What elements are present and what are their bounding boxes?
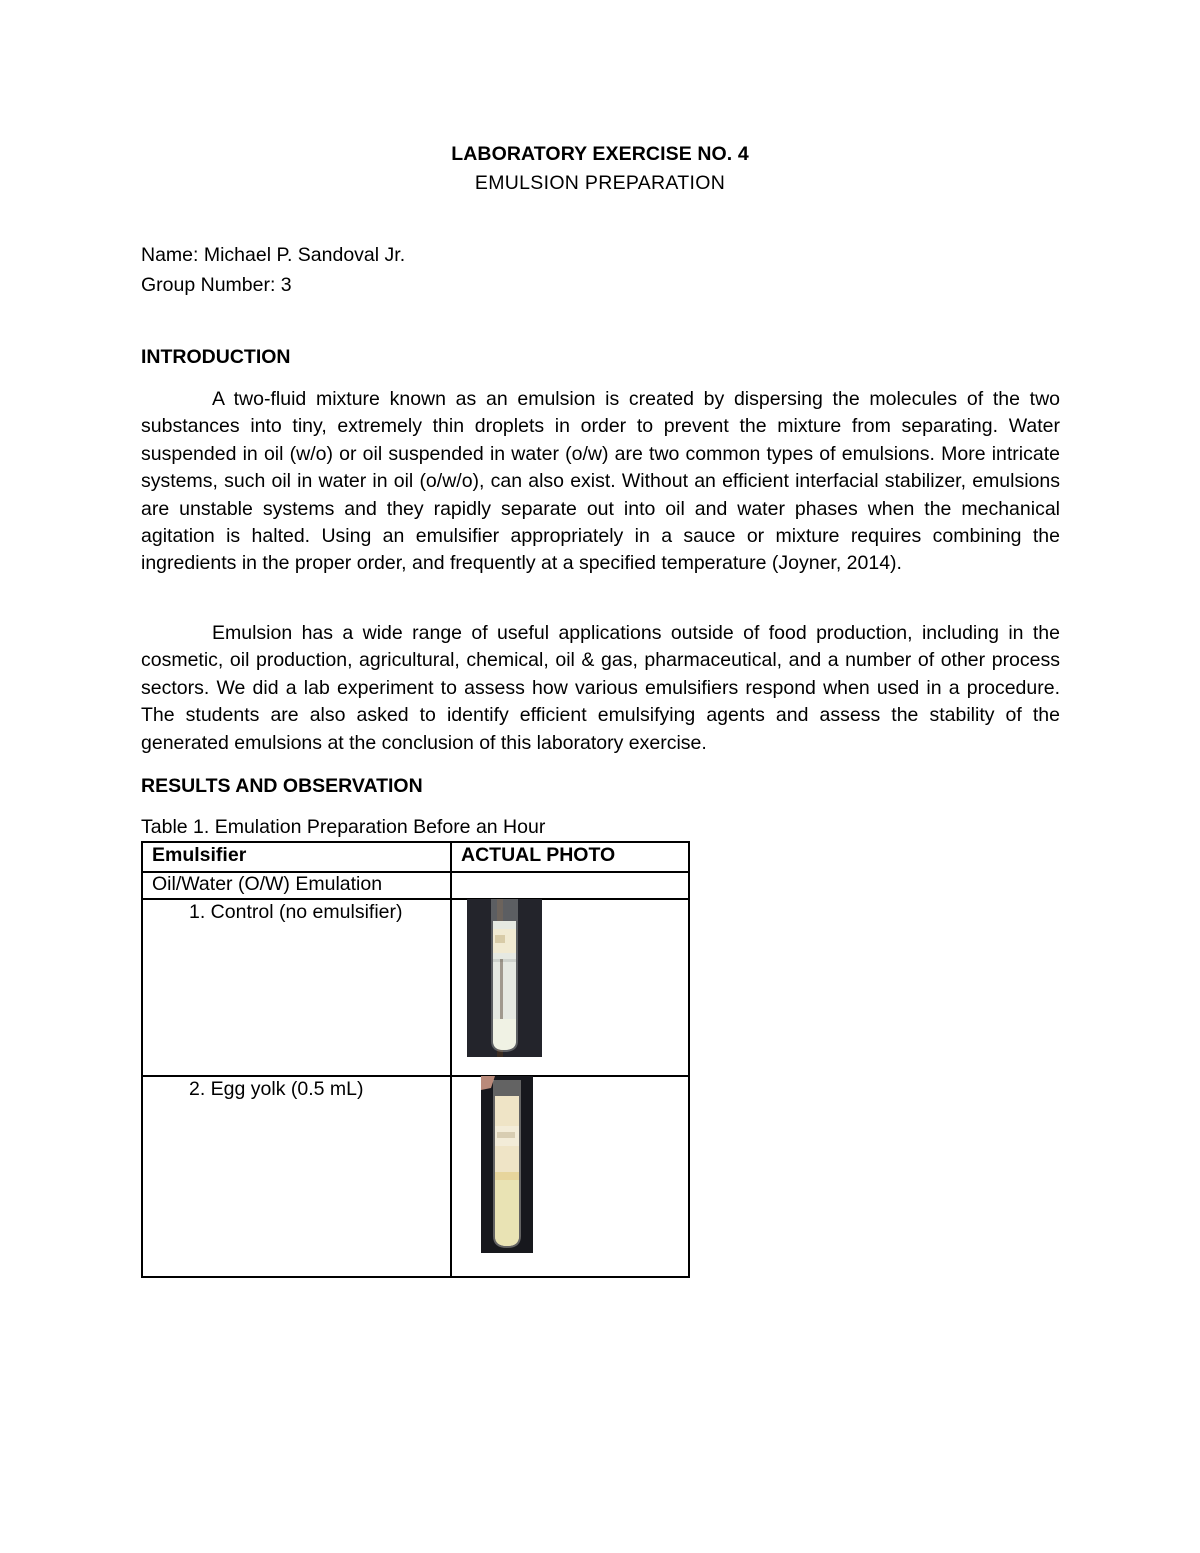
document-subtitle: EMULSION PREPARATION — [474, 172, 726, 194]
group-label: Oil/Water (O/W) Emulation — [142, 872, 451, 899]
introduction-paragraph-2: Emulsion has a wide range of useful applications outside of food production, including in the cosmetic, oil production, agricultural, chemical, oil & gas, pharmaceutical, and a number of other process sectors. We did a lab experiment to assess how various emulsifiers respond when used in a procedure. The students are also asked to identify efficient emulsifying agents and assess the stability of the generated emulsions at the conclusion of this laboratory exercise. — [141, 622, 1060, 754]
test-tube-icon — [467, 899, 542, 1057]
egg-yolk-tube-photo — [481, 1076, 533, 1253]
photo-cell-control — [451, 899, 689, 1076]
control-tube-photo — [467, 899, 542, 1057]
document-title: LABORATORY EXERCISE NO. 4 — [451, 143, 749, 165]
table-caption: Table 1. Emulation Preparation Before an Hour — [141, 816, 546, 838]
student-name: Name: Michael P. Sandoval Jr. — [141, 244, 406, 266]
test-tube-icon — [481, 1076, 533, 1253]
row-label-control: 1. Control (no emulsifier) — [142, 899, 451, 1076]
group-number: Group Number: 3 — [141, 274, 292, 296]
header-emulsifier: Emulsifier — [142, 842, 451, 872]
table-row — [142, 1076, 689, 1277]
table-group-row — [142, 872, 689, 899]
table-row — [142, 899, 689, 1076]
introduction-paragraph-1: A two-fluid mixture known as an emulsion is created by dispersing the molecules of the two substances into tiny, extremely thin droplets in order to prevent the mixture from separating. Water suspended in oil (w/o) or oil suspended in water (o/w) are two common types of emulsions. More intricate systems, such oil in water in oil (o/w/o), can also exist. Without an efficient interfacial stabilizer, emulsions are unstable systems and they rapidly separate out into oil and water phases when the mechanical agitation is halted. Using an emulsifier appropriately in a sauce or mixture requires combining the ingredients in the proper order, and frequently at a specified temperature (Joyner, 2014). — [141, 388, 1060, 575]
table-header-row — [142, 842, 689, 872]
row-label-egg-yolk: 2. Egg yolk (0.5 mL) — [142, 1076, 451, 1277]
header-actual-photo: ACTUAL PHOTO — [451, 842, 689, 872]
group-photo-cell — [451, 872, 689, 899]
results-table — [141, 841, 690, 1278]
photo-cell-egg-yolk — [451, 1076, 689, 1277]
results-heading: RESULTS AND OBSERVATION — [141, 775, 423, 797]
introduction-heading: INTRODUCTION — [141, 346, 291, 368]
